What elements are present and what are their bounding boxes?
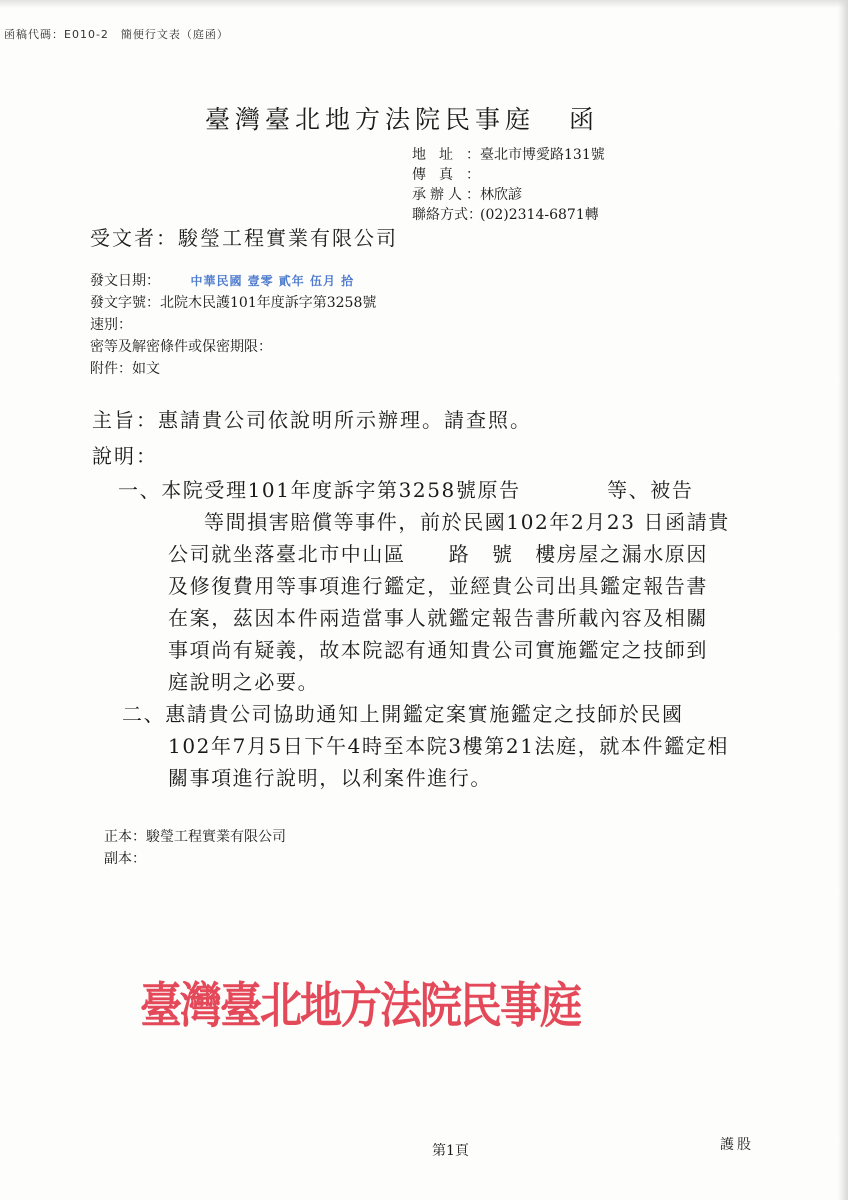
explanation-label: 說明： [92,444,158,468]
handler-row [412,184,522,204]
scan-edge-top [0,0,848,8]
item-1-line-5: 在案，茲因本件兩造當事人就鑑定報告書所載內容及相關 [168,606,708,630]
date-stamp: 中華民國 壹零 貳年 伍月 拾 [190,274,355,288]
copy-recipient: 副本： [104,851,146,867]
subject: 主旨：惠請貴公司依說明所示辦理。請查照。 [92,408,532,432]
recipient: 受文者：駿瑩工程實業有限公司 [90,226,398,250]
phone-value: (02)2314-6871轉 [480,207,599,223]
address-row [412,144,605,164]
court-seal: 臺灣臺北地方法院民事庭 [140,977,581,1034]
item-1-line-2: 等間損害賠償等事件，前於民國102年2月23 日函請貴 [204,510,730,534]
document-title [205,100,599,136]
phone-row [412,204,599,224]
date-label: 發文日期： [90,273,160,289]
attachment: 附件：如文 [90,361,160,377]
speed-class: 速別： [90,317,132,333]
item-1-line-7: 庭說明之必要。 [168,670,320,694]
handler-value: 林欣諺 [480,187,522,203]
handler-label: 承辦人： [412,187,480,203]
original-recipient: 正本：駿瑩工程實業有限公司 [104,829,286,845]
fax-row [412,164,480,184]
item-2-line-3: 關事項進行說明，以利案件進行。 [168,766,492,790]
form-code: 函稿代碼：E010-2 簡便行文表（庭函） [4,28,229,41]
scan-edge-right [838,0,848,1200]
secrecy-level: 密等及解密條件或保密期限： [90,339,272,355]
address-value: 臺北市博愛路131號 [480,147,605,163]
item-2-line-1: 二、惠請貴公司協助通知上開鑑定案實施鑑定之技師於民國 [122,702,684,726]
item-1-line-3: 公司就坐落臺北市中山區 路 號 樓房屋之漏水原因 [168,542,708,566]
page-number: 第1頁 [432,1143,469,1159]
court-name: 臺灣臺北地方法院民事庭 [205,105,536,134]
item-1-line-1: 一、本院受理101年度訴字第3258號原告 等、被告 [118,478,694,502]
item-1-line-6: 事項尚有疑義，故本院認有通知貴公司實施鑑定之技師到 [168,638,708,662]
document-number: 發文字號：北院木民護101年度訴字第3258號 [90,295,377,311]
clerk-section: 護股 [720,1137,754,1153]
doc-type: 函 [569,105,600,134]
item-1-line-4: 及修復費用等事項進行鑑定，並經貴公司出具鑑定報告書 [168,574,708,598]
fax-label: 傳真： [412,167,480,183]
date-row [90,270,354,290]
item-2-line-2: 102年7月5日下午4時至本院3樓第21法庭，就本件鑑定相 [168,734,729,758]
phone-label: 聯絡方式： [412,207,482,223]
address-label: 地址： [412,147,480,163]
